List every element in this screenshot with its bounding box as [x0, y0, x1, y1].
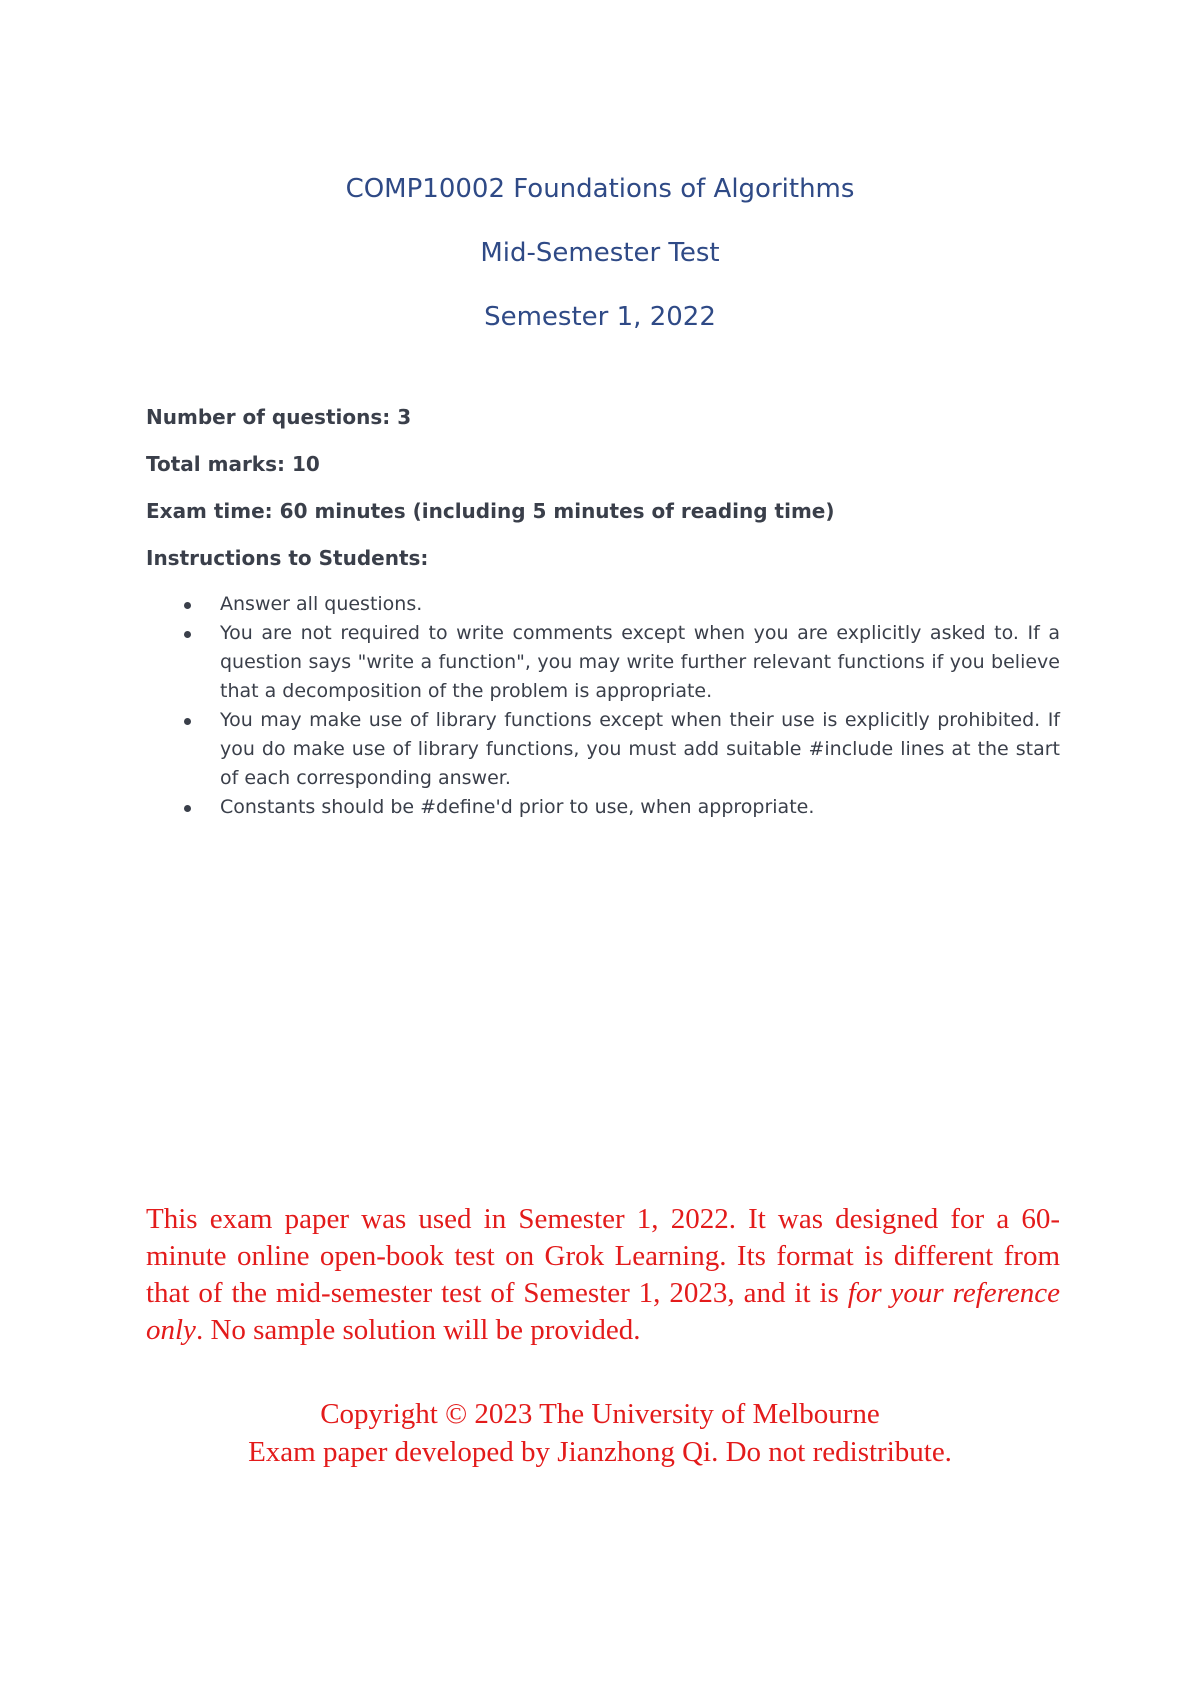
instruction-item: [146, 793, 1060, 822]
time-label: Exam time:: [146, 499, 280, 523]
bullet-icon: [184, 631, 191, 638]
copyright-line: Copyright © 2023 The University of Melbourne: [320, 1398, 880, 1430]
instruction-text: You are not required to write comments except when you are explicitly asked to. If a question says "write a function", you may write further relevant functions if you believe that a decomposition of the problem is appropriate.: [220, 622, 1060, 702]
notice-text: This exam paper was used in Semester 1, 2022. It was designed for a 60-minute online open-book test on Grok Learning. Its format is different from that of the mid-semester test of Semester 1, 2023, and it is: [146, 1203, 1060, 1309]
exam-time: [146, 499, 835, 523]
semester-title: Semester 1, 2022: [484, 302, 716, 332]
usage-notice: [146, 1201, 1060, 1349]
notice-emphasis: for your reference only: [146, 1277, 1060, 1346]
instructions-list: [146, 590, 1060, 822]
course-title: COMP10002 Foundations of Algorithms: [345, 174, 855, 204]
notice-text-end: . No sample solution will be provided.: [195, 1314, 641, 1346]
questions-value: 3: [397, 405, 412, 429]
instruction-text: Constants should be #define'd prior to use, when appropriate.: [220, 796, 815, 818]
bullet-icon: [184, 602, 191, 609]
instruction-item: [146, 619, 1060, 706]
marks-label: Total marks:: [146, 452, 292, 476]
test-title: Mid-Semester Test: [480, 238, 720, 268]
marks-value: 10: [291, 452, 320, 476]
time-value: 60 minutes (including 5 minutes of reading time): [279, 499, 835, 523]
total-marks: [146, 452, 320, 476]
instruction-item: [146, 706, 1060, 793]
questions-label: Number of questions:: [146, 405, 398, 429]
developer-line: Exam paper developed by Jianzhong Qi. Do not redistribute.: [248, 1436, 952, 1468]
number-of-questions: [146, 405, 411, 429]
bullet-icon: [184, 805, 191, 812]
instructions-heading: Instructions to Students:: [146, 546, 429, 570]
instruction-item: [146, 590, 1060, 619]
instruction-text: Answer all questions.: [220, 593, 423, 615]
instruction-text: You may make use of library functions except when their use is explicitly prohibited. If you do make use of library functions, you must add suitable #include lines at the start of each corresponding answer.: [220, 709, 1060, 789]
bullet-icon: [184, 718, 191, 725]
